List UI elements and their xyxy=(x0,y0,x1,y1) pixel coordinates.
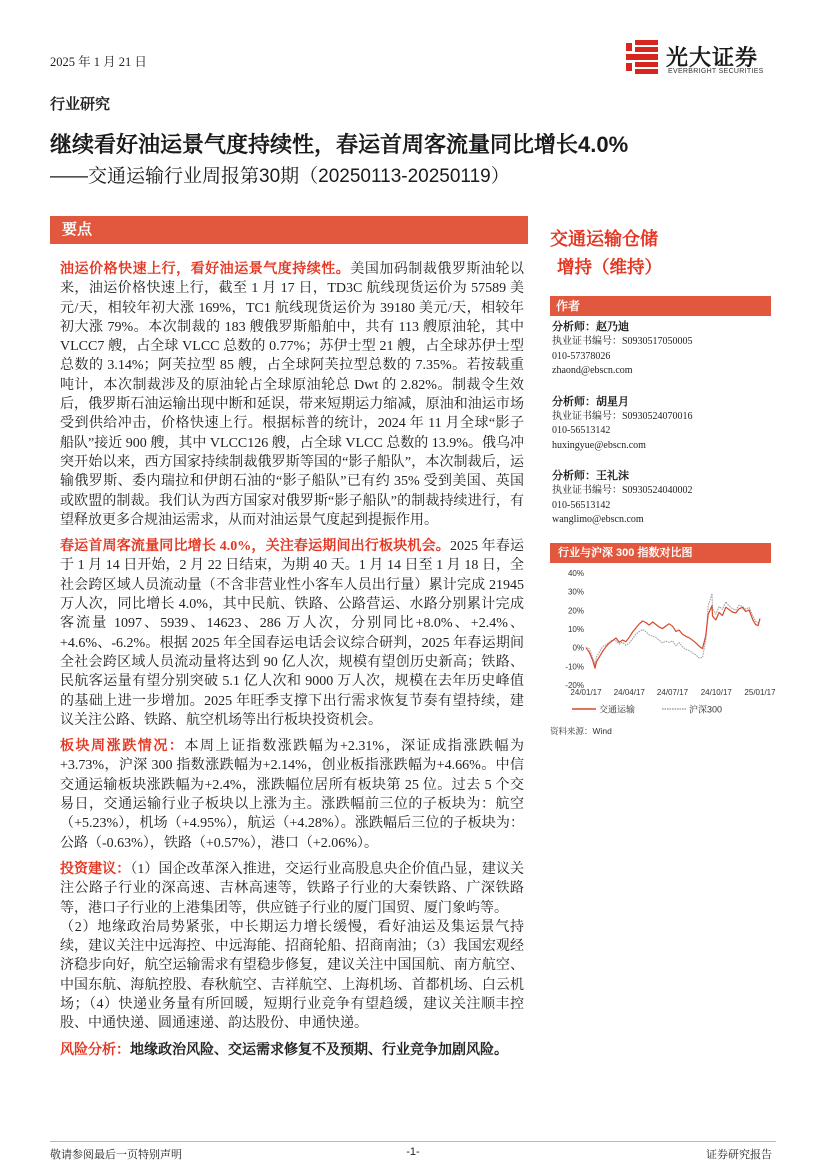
y-tick-label: 40% xyxy=(567,569,584,578)
paragraph-lead: 春运首周客流量同比增长 4.0%，关注春运期间出行板块机会。 xyxy=(60,539,450,555)
index-comparison-chart xyxy=(550,566,776,726)
y-tick-label: 10% xyxy=(567,625,584,634)
x-tick-label: 24/01/17 xyxy=(570,688,602,697)
logo-stripe xyxy=(635,69,658,74)
summary-paragraph-investment-advice xyxy=(60,860,524,918)
summary-paragraph-investment-advice-continued xyxy=(60,918,524,1034)
series-line-transport xyxy=(586,606,760,669)
chart-title: 行业与沪深 300 指数对比图 xyxy=(558,547,693,559)
x-tick-label: 24/07/17 xyxy=(656,688,689,697)
authors-heading: 作者 xyxy=(556,299,581,313)
footer-document-type: 证券研究报告 xyxy=(706,1149,772,1161)
analyst-entry xyxy=(552,319,772,379)
investment-rating: 增持（维持） xyxy=(557,257,662,277)
paragraph-body: 地缘政治风险、交运需求修复不及预期、行业竞争加剧风险。 xyxy=(130,1042,508,1058)
report-category: 行业研究 xyxy=(50,96,111,113)
y-tick-label: 0% xyxy=(572,643,584,653)
x-tick-label: 24/10/17 xyxy=(700,688,732,697)
analyst-license: 执业证书编号：S0930524040002 xyxy=(552,485,693,496)
y-tick-label: -20% xyxy=(565,681,584,690)
paragraph-body: 美国加码制裁俄罗斯油轮以来，油运价格快速上行，截至 1 月 17 日，TD3C 航线现货运价为 57589 美元/天，相较年初大涨 169%，TC1 航线现货运价为 39180 美元/天，相较年初大涨 79%。本次制裁的 183 艘俄罗斯船舶中，共有 113 艘原油轮，其中 VLCC7 艘，占全球 VLCC 总数的 0.77%；苏伊士型 21 艘，占全球苏伊士型总数的 3.14%；阿芙拉型 85 艘，占全球阿芙拉型总数的 7.35%。若按载重吨计，本次制裁涉及的原油轮占全球原油轮总 Dwt 的 2.82%。制裁令生效后，俄罗斯石油运输出现中断和延误，带来短期运力缩减，原油和油运市场受到供给冲击，价格快速上行。根据标普的统计，2024 年 11 月全球“影子船队”接近 900 艘，其中 VLCC126 艘，占全球 VLCC 总数的 13.9%。俄乌冲突开始以来，西方国家持续制裁俄罗斯等国的“影子船队”，本次制裁后，运输俄罗斯、委内瑞拉和伊朗石油的“影子船队”已有约 35% 受到美国、英国或欧盟的制裁。我们认为西方国家对俄罗斯“影子船队”的制裁持续进行，有望释放更多合规油运需求，从而对油运景气度起到提振作用。 xyxy=(60,262,525,528)
logo-stripe xyxy=(635,40,658,45)
company-logo-mark xyxy=(626,40,658,74)
report-title: 继续看好油运景气度持续性，春运首周客流量同比增长4.0% xyxy=(50,132,629,157)
summary-paragraph-spring-travel xyxy=(60,537,524,730)
y-tick-label: 30% xyxy=(567,587,584,597)
y-tick-label: -10% xyxy=(565,662,584,672)
logo-block xyxy=(626,63,632,71)
analyst-email: huxingyue@ebscn.com xyxy=(552,439,646,451)
footer-disclaimer: 敬请参阅最后一页特别声明 xyxy=(50,1149,182,1161)
analyst-name: 分析师：王礼沫 xyxy=(552,470,629,482)
legend-label: 沪深300 xyxy=(689,704,723,715)
paragraph-lead: 投资建议： xyxy=(60,861,131,877)
summary-heading-bar xyxy=(50,216,528,244)
logo-stripe xyxy=(626,54,658,60)
analyst-phone: 010-56513142 xyxy=(552,499,611,511)
analyst-license: 执业证书编号：S0930524070016 xyxy=(552,410,693,422)
chart-source: 资料来源：Wind xyxy=(550,726,612,736)
page-number: -1- xyxy=(406,1146,420,1158)
company-logo-english-name: EVERBRIGHT SECURITIES xyxy=(668,68,764,75)
legend-label: 交通运输 xyxy=(599,704,636,715)
report-subtitle: ——交通运输行业周报第30期（20250113-20250119） xyxy=(50,166,510,187)
analyst-email: zhaond@ebscn.com xyxy=(552,365,633,376)
paragraph-body: 本周上证指数涨跌幅为+2.31%，深证成指涨跌幅为+3.73%，沪深 300 指数涨跌幅为+2.14%，创业板指涨跌幅为+4.66%。中信交通运输板块涨跌幅为+2.4%，涨跌幅位居所有板块第 25 位。过去 5 个交易日，交通运输行业子板块以上涨为主。涨跌幅前三位的子板块为：航空（+5.23%），机场（+4.95%），航运（+4.28%）。涨跌幅后三位的子板块为：公路（-0.63%），铁路（+0.57%），港口（+2.06%）。 xyxy=(60,739,525,851)
summary-body xyxy=(60,260,524,1067)
analyst-phone: 010-56513142 xyxy=(552,425,611,436)
analyst-name: 分析师：赵乃迪 xyxy=(552,321,629,333)
summary-paragraph-oil-shipping xyxy=(60,260,524,530)
industry-name: 交通运输仓储 xyxy=(550,229,658,249)
chart-heading-bar xyxy=(550,543,771,563)
x-tick-label: 25/01/17 xyxy=(744,688,776,697)
analyst-entry xyxy=(552,468,772,528)
logo-block xyxy=(626,43,632,51)
paragraph-body: （2）地缘政治局势紧张，中长期运力增长缓慢，看好油运及集运景气持续，建议关注中远海控、中远海能、招商轮船、招商南油；（3）我国宏观经济稳步向好，航空运输需求有望稳步修复，建议关注中国国航、南方航空、中国东航、海航控股、春秋航空、吉祥航空、上海机场、首都机场、白云机场；（4）快递业务量有所回暖，短期行业竞争有望趋缓，建议关注顺丰控股、中通快递、圆通速递、韵达股份、申通快递。 xyxy=(60,919,524,1032)
footer-divider xyxy=(50,1141,776,1142)
paragraph-lead: 油运价格快速上行，看好油运景气度持续性。 xyxy=(60,262,351,277)
analyst-license: 执业证书编号：S0930517050005 xyxy=(552,336,693,347)
analyst-list xyxy=(552,319,772,543)
logo-stripe xyxy=(635,47,658,52)
report-date: 2025 年 1 月 21 日 xyxy=(50,55,147,69)
logo-stripe xyxy=(635,62,658,67)
series-line-csi300 xyxy=(586,594,760,665)
analyst-entry xyxy=(552,394,772,454)
analyst-phone: 010-57378026 xyxy=(552,350,611,362)
summary-heading: 要点 xyxy=(62,221,93,238)
summary-paragraph-risk xyxy=(60,1041,524,1060)
company-logo-name: 光大证券 xyxy=(666,45,759,70)
authors-heading-bar xyxy=(550,296,771,316)
analyst-name: 分析师：胡星月 xyxy=(552,395,629,408)
paragraph-lead: 板块周涨跌情况： xyxy=(60,739,185,755)
paragraph-body: 2025 年春运于 1 月 14 日开始，2 月 22 日结束，为期 40 天。1 月 14 日至 1 月 18 日，全社会跨区域人员流动量（不含非营业性小客车人员出行量）累计完成 21945 万人次，同比增长 4.0%，其中民航、铁路、公路营运、水路分别累计完成客流量 1097、5939、14623、286 万人次，分别同比+8.0%、+2.4%、+4.6%、-6.2%。根据 2025 年全国春运电话会议综合研判，2025 年春运期间全社会跨区域人员流动量将达到 90 亿人次，规模有望创历史新高；铁路、民航客运量有望分别突破 5.1 亿人次和 9000 万人次，规模在去年历史峰值的基础上进一步增加。2025 年旺季支撑下出行需求恢复节奏有望持续，建议关注公路、铁路、航空机场等出行板块投资机会。 xyxy=(60,539,525,728)
paragraph-body: （1）国企改革深入推进，交运行业高股息央企价值凸显，建议关注公路子行业的深高速、吉林高速等，铁路子行业的大秦铁路、广深铁路等，港口子行业的上港集团等，供应链子行业的厦门国贸、厦门象屿等。 xyxy=(60,861,525,916)
summary-paragraph-sector-performance xyxy=(60,737,524,853)
analyst-email: wanglimo@ebscn.com xyxy=(552,514,644,525)
paragraph-lead: 风险分析： xyxy=(60,1042,130,1058)
y-tick-label: 20% xyxy=(567,606,584,616)
x-tick-label: 24/04/17 xyxy=(613,688,645,697)
